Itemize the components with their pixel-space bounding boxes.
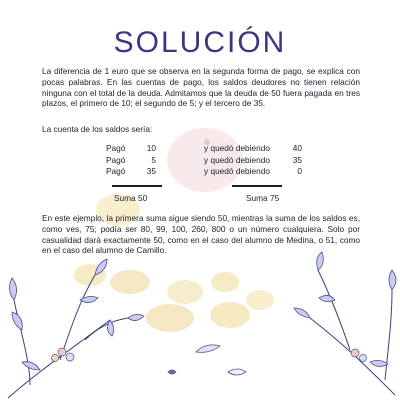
balance-row (204, 155, 302, 167)
payment-label: Pagó (106, 143, 126, 153)
balance-label: y quedó debiendo (204, 154, 270, 165)
payment-row (106, 155, 156, 167)
balance-intro-paragraph: La cuenta de los saldos sería: (42, 124, 153, 134)
explanation-paragraph: La diferencia de 1 euro que se observa en la segunda forma de pago, se explica con pocas palabras. En las cuentas de pago, los saldos deudores no tienen relación ninguna con el total de la deuda. Admitamos que la deuda de 50 fuera pagada en tres plazos, el primero de 10; el segundo de 5; y el tercero de 35. (42, 66, 360, 109)
balances-column (204, 143, 302, 178)
payment-row (106, 143, 156, 155)
payments-sum: Suma 50 (114, 193, 148, 203)
balance-row (204, 166, 302, 178)
conclusion-paragraph: En este ejemplo, la primera suma sigue siendo 50, mientras la suma de los saldos es, como ves, 75; podía ser 80, 99, 100, 260, 800 o un número cualquiera. Solo por casualidad dará exactamente 50, como en el caso del alumno de Medina, o 51, como en el caso del alumno de Camillo. (42, 213, 360, 256)
balance-row (204, 143, 302, 155)
balance-amount: 40 (292, 143, 302, 153)
balance-label: y quedó debiendo (204, 166, 270, 177)
sum-divider-left (112, 185, 162, 187)
payment-amount: 5 (151, 154, 156, 165)
payment-label: Pagó (106, 166, 126, 177)
balance-amount: 0 (297, 166, 302, 177)
payment-amount: 35 (146, 166, 156, 177)
balance-amount: 35 (292, 154, 302, 165)
balances-sum: Suma 75 (246, 193, 280, 203)
balance-label: y quedó debiendo (204, 143, 270, 153)
sum-divider-right (232, 185, 282, 187)
payment-row (106, 166, 156, 178)
payment-amount: 10 (146, 143, 156, 153)
page-title: SOLUCIÓN (113, 26, 287, 60)
payment-label: Pagó (106, 154, 126, 165)
payments-column (106, 143, 156, 178)
